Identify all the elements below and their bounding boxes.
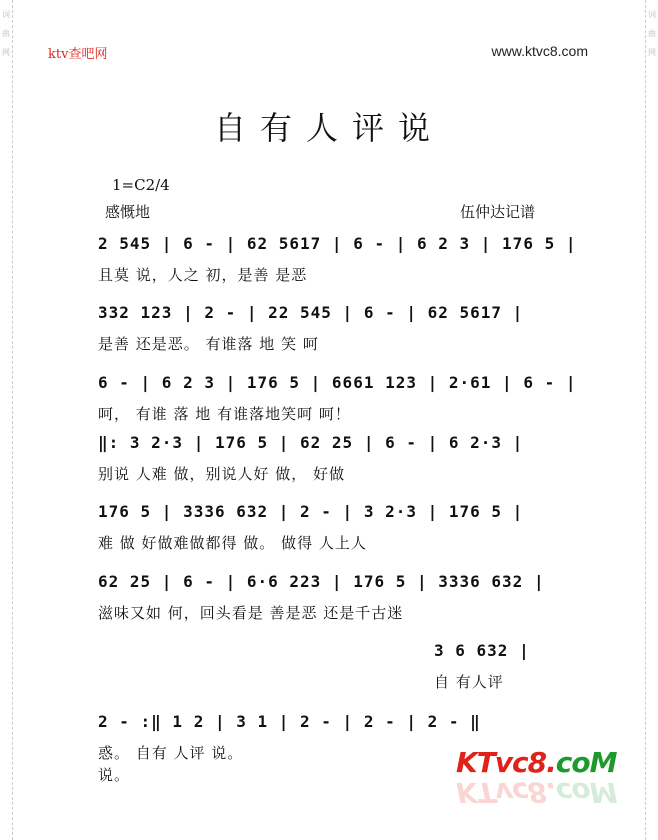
side-char: 词 [648,10,656,19]
side-char: 曲 [648,29,656,38]
arranger-credit: 伍仲达记谱 [460,203,536,221]
lyric-row: 且莫 说，人之 初，是善 是恶 [98,266,308,284]
lyric-row: 别说 人难 做，别说人好 做， 好做 [98,465,346,483]
site-url: www.ktvc8.com [491,43,588,59]
logo-text: coM [555,776,617,809]
lyric-row: 滋味又如 何，回头看是 善是恶 还是千古迷 [98,604,404,622]
logo-text: KTvc8. [456,746,556,779]
logo-text: KTvc8. [456,776,556,809]
side-char: 词 [2,10,10,19]
notation-row: 176 5 | 3336 632 | 2 - | 3 2·3 | 176 5 | [98,502,524,521]
notation-row: 3 6 632 | [434,641,530,660]
side-char: 网 [2,48,10,57]
notation-row: 62 25 | 6 - | 6·6 223 | 176 5 | 3336 632 | [98,572,545,591]
site-brand: ktv查吧网 [48,47,108,62]
notation-row: 332 123 | 2 - | 22 545 | 6 - | 62 5617 | [98,303,524,322]
lyric-row: 呵， 有谁 落 地 有谁落地笑呵 呵！ [98,405,351,423]
lyric-row: 惑。 自有 人评 说。 [98,744,244,762]
ktvc8-logo [456,746,616,779]
key-signature: 1=C2/4 [112,176,170,194]
notation-row: 6 - | 6 2 3 | 176 5 | 6661 123 | 2·61 | 6 - | [98,373,577,392]
lyric-row: 是善 还是恶。 有谁落 地 笑 呵 [98,335,319,353]
logo-reflection [456,776,616,809]
notation-row: 2 - :‖ 1 2 | 3 1 | 2 - | 2 - | 2 - ‖ [98,712,481,731]
notation-row: 2 545 | 6 - | 62 5617 | 6 - | 6 2 3 | 176 5 | [98,234,577,253]
side-char: 曲 [2,29,10,38]
lyric-row: 说。 [98,766,131,784]
song-title: 自有人评说 [213,109,444,147]
side-char: 网 [648,48,656,57]
logo-text: coM [555,746,617,779]
lyric-row: 难 做 好做难做都得 做。 做得 人上人 [98,534,367,552]
mood-marking: 感慨地 [105,203,151,221]
lyric-row: 自 有人评 [434,673,504,691]
notation-row: ‖: 3 2·3 | 176 5 | 62 25 | 6 - | 6 2·3 | [98,433,524,452]
